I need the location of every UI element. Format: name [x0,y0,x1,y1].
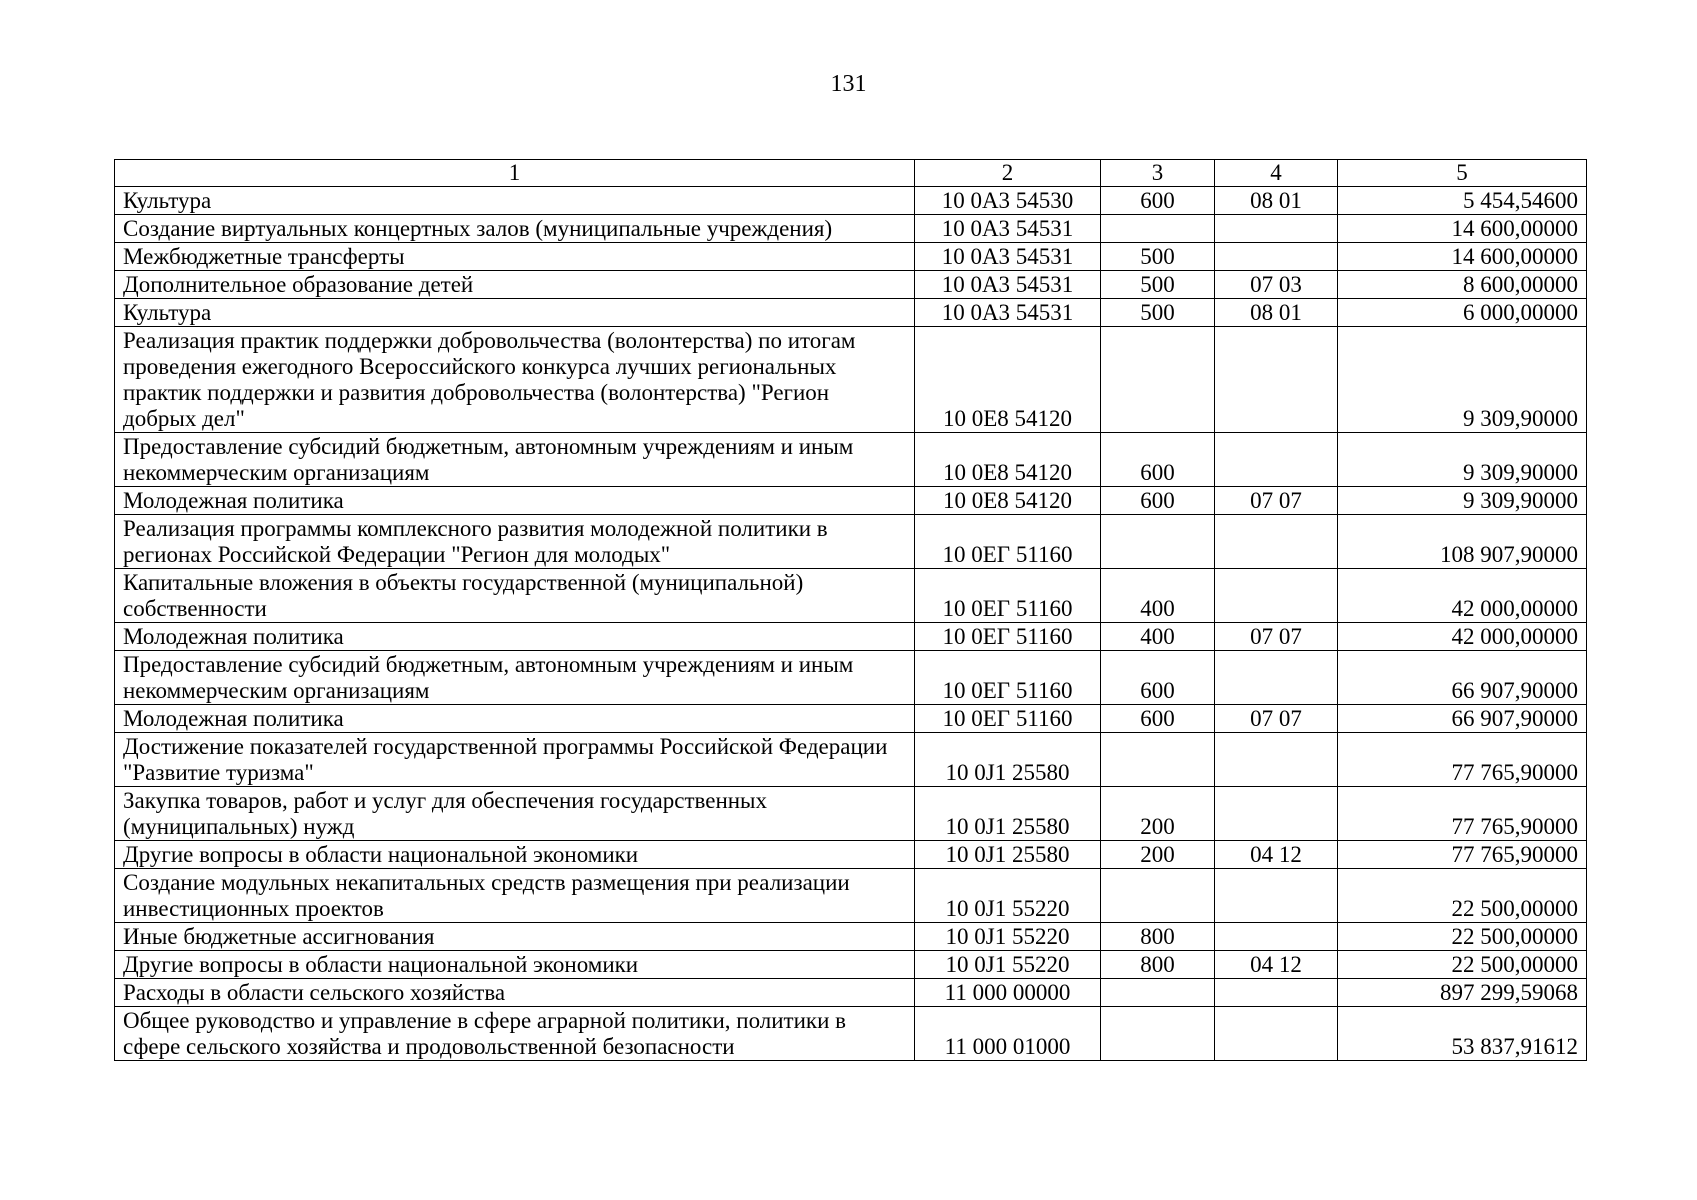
row-amount-cell: 22 500,00000 [1338,951,1587,979]
row-section-cell [1215,515,1338,569]
row-name-cell: Создание модульных некапитальных средств размещения при реализации инвестиционных проектов [115,869,915,923]
row-code-cell: 10 0ЕГ 51160 [915,651,1101,705]
row-code-cell: 11 000 01000 [915,1007,1101,1061]
row-section-cell [1215,923,1338,951]
row-name-cell: Предоставление субсидий бюджетным, автономным учреждениям и иным некоммерческим организациям [115,433,915,487]
table-row [115,327,1587,433]
column-header-3: 3 [1101,160,1215,187]
row-code-cell: 10 0J1 25580 [915,787,1101,841]
table-row [115,243,1587,271]
table-row [115,705,1587,733]
row-amount-cell: 22 500,00000 [1338,923,1587,951]
row-expense-type-cell: 500 [1101,243,1215,271]
row-amount-cell: 42 000,00000 [1338,569,1587,623]
row-name-cell: Молодежная политика [115,623,915,651]
row-name-cell: Достижение показателей государственной программы Российской Федерации "Развитие туризма" [115,733,915,787]
row-code-cell: 10 0А3 54531 [915,215,1101,243]
row-section-cell [1215,215,1338,243]
row-expense-type-cell: 200 [1101,787,1215,841]
row-expense-type-cell: 800 [1101,951,1215,979]
table-row [115,515,1587,569]
row-name-cell: Капитальные вложения в объекты государственной (муниципальной) собственности [115,569,915,623]
column-header-5: 5 [1338,160,1587,187]
row-expense-type-cell: 600 [1101,187,1215,215]
row-name-cell: Культура [115,187,915,215]
row-expense-type-cell: 400 [1101,569,1215,623]
table-row [115,869,1587,923]
table-row [115,271,1587,299]
row-amount-cell: 9 309,90000 [1338,433,1587,487]
row-section-cell: 07 07 [1215,623,1338,651]
table-row [115,651,1587,705]
row-amount-cell: 5 454,54600 [1338,187,1587,215]
table-row [115,1007,1587,1061]
row-name-cell: Иные бюджетные ассигнования [115,923,915,951]
row-expense-type-cell: 200 [1101,841,1215,869]
row-expense-type-cell [1101,733,1215,787]
row-section-cell [1215,979,1338,1007]
row-amount-cell: 897 299,59068 [1338,979,1587,1007]
row-section-cell [1215,327,1338,433]
row-code-cell: 10 0ЕГ 51160 [915,623,1101,651]
row-amount-cell: 14 600,00000 [1338,215,1587,243]
row-section-cell [1215,787,1338,841]
row-amount-cell: 77 765,90000 [1338,841,1587,869]
table-row [115,733,1587,787]
row-name-cell: Предоставление субсидий бюджетным, автономным учреждениям и иным некоммерческим организациям [115,651,915,705]
row-name-cell: Другие вопросы в области национальной экономики [115,951,915,979]
column-header-1: 1 [115,160,915,187]
row-code-cell: 10 0А3 54531 [915,243,1101,271]
table-row [115,215,1587,243]
table-row [115,187,1587,215]
table-row [115,433,1587,487]
row-expense-type-cell: 600 [1101,651,1215,705]
row-name-cell: Межбюджетные трансферты [115,243,915,271]
page-number: 131 [830,71,867,97]
row-name-cell: Общее руководство и управление в сфере аграрной политики, политики в сфере сельского хозяйства и продовольственной безопасности [115,1007,915,1061]
row-name-cell: Расходы в области сельского хозяйства [115,979,915,1007]
row-code-cell: 10 0ЕГ 51160 [915,705,1101,733]
row-code-cell: 10 0ЕГ 51160 [915,569,1101,623]
row-amount-cell: 108 907,90000 [1338,515,1587,569]
row-code-cell: 10 0А3 54531 [915,299,1101,327]
row-section-cell: 08 01 [1215,299,1338,327]
row-section-cell: 04 12 [1215,841,1338,869]
row-expense-type-cell: 800 [1101,923,1215,951]
row-expense-type-cell: 600 [1101,487,1215,515]
row-code-cell: 10 0J1 55220 [915,923,1101,951]
row-name-cell: Культура [115,299,915,327]
table-row [115,299,1587,327]
row-amount-cell: 66 907,90000 [1338,705,1587,733]
row-expense-type-cell [1101,979,1215,1007]
table-row [115,787,1587,841]
row-code-cell: 10 0J1 25580 [915,733,1101,787]
budget-table [114,159,1587,1061]
row-code-cell: 10 0J1 25580 [915,841,1101,869]
row-amount-cell: 9 309,90000 [1338,327,1587,433]
table-header-row [115,160,1587,187]
row-name-cell: Реализация программы комплексного развития молодежной политики в регионах Российской Федерации "Регион для молодых" [115,515,915,569]
table-row [115,979,1587,1007]
row-name-cell: Дополнительное образование детей [115,271,915,299]
row-name-cell: Реализация практик поддержки добровольчества (волонтерства) по итогам проведения ежегодного Всероссийского конкурса лучших региональных практик поддержки и развития добровольчества (волонтерства) "Регион добрых дел" [115,327,915,433]
row-amount-cell: 14 600,00000 [1338,243,1587,271]
row-expense-type-cell [1101,515,1215,569]
row-name-cell: Молодежная политика [115,705,915,733]
row-name-cell: Создание виртуальных концертных залов (муниципальные учреждения) [115,215,915,243]
row-name-cell: Закупка товаров, работ и услуг для обеспечения государственных (муниципальных) нужд [115,787,915,841]
table-row [115,923,1587,951]
row-section-cell: 04 12 [1215,951,1338,979]
row-code-cell: 11 000 00000 [915,979,1101,1007]
row-code-cell: 10 0А3 54530 [915,187,1101,215]
row-expense-type-cell: 500 [1101,299,1215,327]
row-amount-cell: 8 600,00000 [1338,271,1587,299]
row-amount-cell: 77 765,90000 [1338,733,1587,787]
column-header-4: 4 [1215,160,1338,187]
row-section-cell [1215,433,1338,487]
row-amount-cell: 66 907,90000 [1338,651,1587,705]
row-amount-cell: 22 500,00000 [1338,869,1587,923]
row-amount-cell: 9 309,90000 [1338,487,1587,515]
row-expense-type-cell [1101,327,1215,433]
row-expense-type-cell: 400 [1101,623,1215,651]
row-section-cell: 07 07 [1215,705,1338,733]
row-code-cell: 10 0Е8 54120 [915,433,1101,487]
row-section-cell [1215,1007,1338,1061]
row-section-cell: 08 01 [1215,187,1338,215]
table-row [115,487,1587,515]
row-section-cell [1215,869,1338,923]
row-code-cell: 10 0Е8 54120 [915,487,1101,515]
row-name-cell: Молодежная политика [115,487,915,515]
row-code-cell: 10 0Е8 54120 [915,327,1101,433]
row-expense-type-cell [1101,869,1215,923]
row-code-cell: 10 0J1 55220 [915,869,1101,923]
row-amount-cell: 6 000,00000 [1338,299,1587,327]
row-section-cell: 07 03 [1215,271,1338,299]
table-row [115,569,1587,623]
row-code-cell: 10 0А3 54531 [915,271,1101,299]
row-amount-cell: 53 837,91612 [1338,1007,1587,1061]
table-row [115,951,1587,979]
row-amount-cell: 77 765,90000 [1338,787,1587,841]
row-section-cell [1215,733,1338,787]
row-expense-type-cell [1101,215,1215,243]
column-header-2: 2 [915,160,1101,187]
row-section-cell [1215,569,1338,623]
row-expense-type-cell [1101,1007,1215,1061]
row-section-cell: 07 07 [1215,487,1338,515]
budget-table-body [115,160,1587,1061]
row-name-cell: Другие вопросы в области национальной экономики [115,841,915,869]
row-expense-type-cell: 600 [1101,705,1215,733]
row-code-cell: 10 0ЕГ 51160 [915,515,1101,569]
table-row [115,841,1587,869]
row-code-cell: 10 0J1 55220 [915,951,1101,979]
row-amount-cell: 42 000,00000 [1338,623,1587,651]
table-row [115,623,1587,651]
row-section-cell [1215,651,1338,705]
row-expense-type-cell: 500 [1101,271,1215,299]
row-expense-type-cell: 600 [1101,433,1215,487]
row-section-cell [1215,243,1338,271]
